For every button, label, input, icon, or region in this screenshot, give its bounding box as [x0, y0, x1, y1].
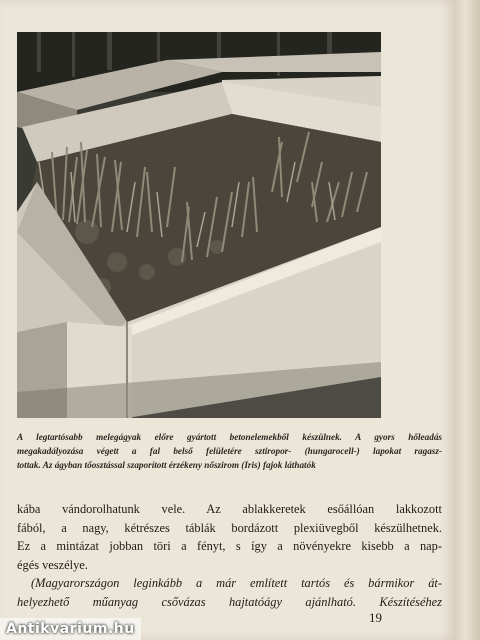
body-line: égés veszélye. — [17, 557, 88, 572]
body-line: kába vándorolhatunk vele. Az ablakkeretek esőállóan lakkozott — [17, 502, 442, 516]
body-line: Ez a mintázat jobban töri a fényt, s így a növényekre kisebb a nap- — [17, 539, 442, 554]
figure-caption — [17, 430, 442, 472]
page-edge — [455, 0, 480, 640]
caption-line: megakadályozása végett a fal belső felületére sztiropor- (hungarocell-) lapokat ragasz- — [17, 446, 442, 456]
watermark: Antikvarium.hu — [0, 618, 141, 640]
body-line-italic: (Magyarországon leginkább a már említett tartós és bármikor át- — [31, 576, 442, 591]
cold-frame-photo — [17, 32, 381, 418]
body-line: fából, a nagy, kétrészes táblák bordázott plexiüvegből készülhetnek. — [17, 520, 442, 535]
page-number: 19 — [369, 610, 382, 625]
caption-line: tottak. Az ágyban tőosztással szaporított érzékeny nőszirom (Iris) fajok láthatók — [17, 460, 316, 470]
body-text — [17, 500, 442, 612]
body-line-italic: helyezhető műanyag csővázas hajtatóágy ajánlható. Készítéséhez — [17, 594, 442, 609]
caption-line: A legtartósabb melegágyak előre gyártott betonelemekből készülnek. A gyors hőleadás — [17, 432, 442, 442]
